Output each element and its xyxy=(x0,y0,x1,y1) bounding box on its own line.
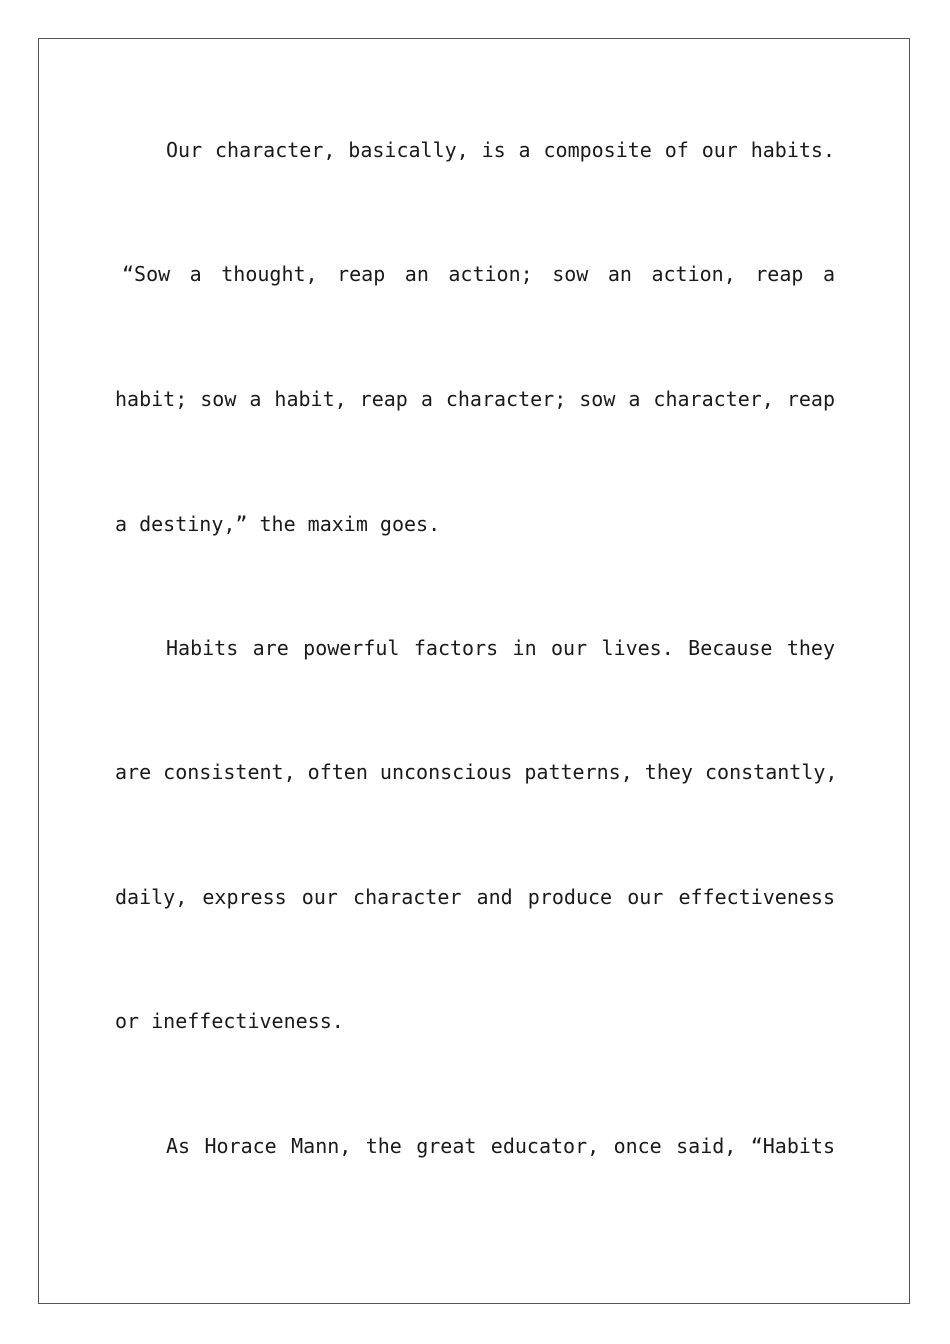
paragraph-3-line-1: As Horace Mann, the great educator, once said, “Habits xyxy=(166,1134,835,1158)
paragraph-1-line-2: “Sow a thought, reap an action; sow an action, reap a xyxy=(122,262,835,286)
paragraph-2-line-2: are consistent, often unconscious patterns, they constantly, xyxy=(115,760,838,784)
paragraph-2-line-3: daily, express our character and produce our effectiveness xyxy=(115,885,835,909)
paragraph-1-line-1: Our character, basically, is a composite of our habits. xyxy=(166,138,835,162)
paragraph-2-line-1: Habits are powerful factors in our lives. Because they xyxy=(166,636,835,660)
paragraph-2-line-4: or ineffectiveness. xyxy=(115,1009,344,1033)
paragraph-1-line-4: a destiny,” the maxim goes. xyxy=(115,512,441,536)
paragraph-1-line-3: habit; sow a habit, reap a character; sow a character, reap xyxy=(115,387,835,411)
page-border xyxy=(38,38,910,1304)
